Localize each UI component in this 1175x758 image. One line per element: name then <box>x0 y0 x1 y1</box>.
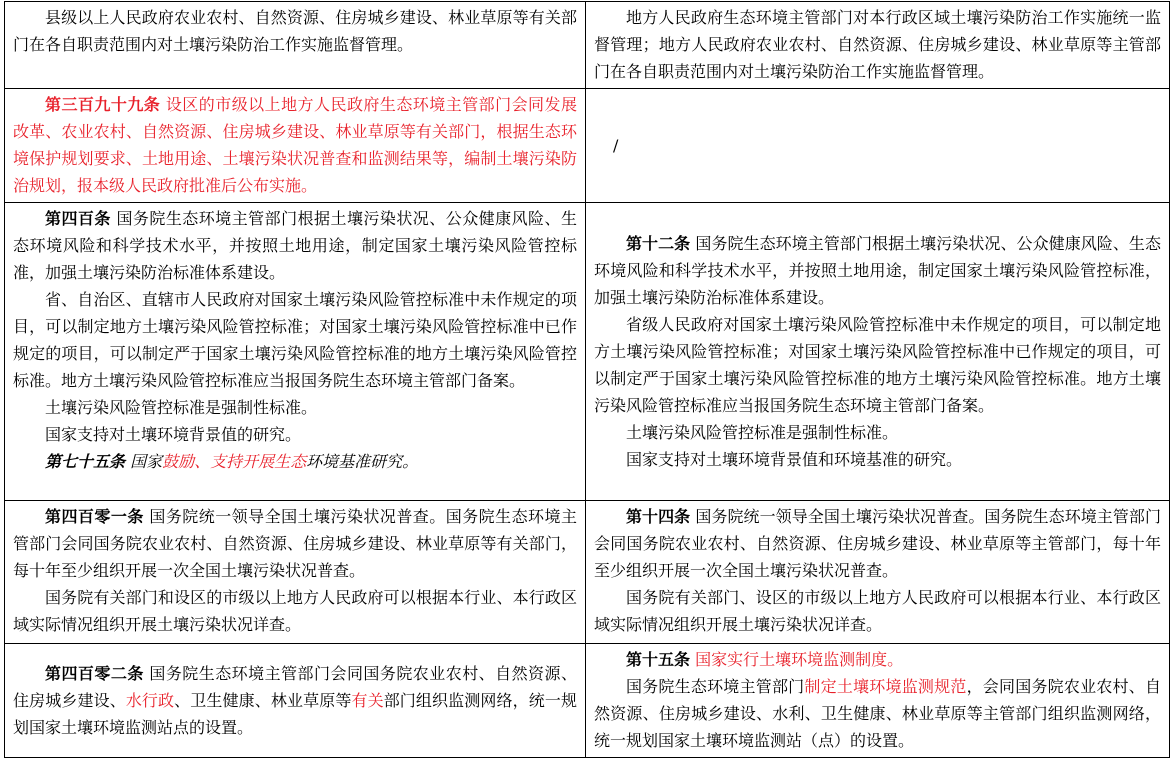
paragraph <box>594 230 1161 311</box>
article-number: 第三百九十九条 <box>45 95 161 114</box>
article-number: 第十四条 <box>626 507 691 526</box>
article-text: 国务院生态环境主管部门根据土壤污染状况、公众健康风险、生态环境风险和科学技术水平，并按照土地用途，制定国家土壤污染风险管控标准，加强土壤污染防治标准体系建设。 <box>594 233 1161 307</box>
table-row <box>5 2 1170 89</box>
paragraph: 国务院有关部门和设区的市级以上地方人民政府可以根据本行业、本行政区域实际情况组织开展土壤污染状况详查。 <box>13 588 577 634</box>
paragraph: 省、自治区、直辖市人民政府对国家土壤污染风险管控标准中未作规定的项目，可以制定地方土壤污染风险管控标准；对国家土壤污染风险管控标准中已作规定的项目，可以制定严于国家土壤污染风险管控标准的地方土壤污染风险管控标准。地方土壤污染风险管控标准应当报国务院生态环境主管部门备案。 <box>13 290 577 390</box>
empty-placeholder: / <box>613 135 619 155</box>
current-law-cell <box>586 2 1170 89</box>
article-number: 第四百零二条 <box>45 663 144 683</box>
current-law-cell <box>586 203 1170 501</box>
article-text: 国务院生态环境主管部门根据土壤污染状况、公众健康风险、生态环境风险和科学技术水平，并按照土地用途，制定国家土壤污染风险管控标准，加强土壤污染防治标准体系建设。 <box>13 209 577 282</box>
paragraph: 土壤污染风险管控标准是强制性标准。 <box>45 398 318 417</box>
paragraph: 省级人民政府对国家土壤污染风险管控标准中未作规定的项目，可以制定地方土壤污染风险管控标准；对国家土壤污染风险管控标准中已作规定的项目，可以制定严于国家土壤污染风险管控标准的地方土壤污染风险管控标准。地方土壤污染风险管控标准应当报国务院生态环境主管部门备案。 <box>594 314 1161 415</box>
paragraph: 国务院生态环境主管部门制定土壤环境监测规范，会同国务院农业农村、自然资源、住房城乡建设、水利、卫生健康、林业草原等主管部门组织监测网络，统一规划国家土壤环境监测站（点）的设置。 <box>594 677 1161 750</box>
highlighted-text: 有关 <box>351 690 384 710</box>
paragraph <box>594 503 1161 584</box>
highlighted-text: 制定土壤环境监测规范 <box>804 677 967 696</box>
table-row <box>5 89 1170 203</box>
law-comparison-table <box>4 1 1170 758</box>
current-law-cell <box>586 89 1170 203</box>
cross-reference-note: 第七十五条 国家鼓励、支持开展生态环境基准研究。 <box>45 452 419 471</box>
draft-cell <box>5 501 586 644</box>
draft-cell <box>5 2 586 89</box>
article-text: 国务院统一领导全国土壤污染状况普查。国务院生态环境主管部门会同国务院农业农村、自然资源、住房城乡建设、林业草原等有关部门，每十年至少组织开展一次全国土壤污染状况普查。 <box>13 507 577 580</box>
current-law-cell <box>586 501 1170 644</box>
draft-cell <box>5 89 586 203</box>
paragraph: 国务院有关部门、设区的市级以上地方人民政府可以根据本行业、本行政区域实际情况组织开展土壤污染状况详查。 <box>594 588 1161 634</box>
paragraph: 县级以上人民政府农业农村、自然资源、住房城乡建设、林业草原等有关部门在各自职责范围内对土壤污染防治工作实施监督管理。 <box>13 8 577 54</box>
table-row <box>5 644 1170 758</box>
current-law-cell <box>586 644 1170 758</box>
paragraph <box>13 205 577 286</box>
article-text: 设区的市级以上地方人民政府生态环境主管部门会同发展改革、农业农村、自然资源、住房城乡建设、林业草原等有关部门，根据生态环境保护规划要求、土地用途、土壤污染状况普查和监测结果等，编制土壤污染防治规划，报本级人民政府批准后公布实施。 <box>13 95 577 195</box>
highlighted-text: 鼓励、支持开展生态 <box>162 452 307 471</box>
highlighted-text: 水行政 <box>125 690 175 710</box>
paragraph: 国家支持对土壤环境背景值的研究。 <box>45 425 302 444</box>
paragraph <box>13 503 577 584</box>
article-text: 国务院统一领导全国土壤污染状况普查。国务院生态环境主管部门会同国务院农业农村、自然资源、住房城乡建设、林业草原等主管部门，每十年至少组织开展一次全国土壤污染状况普查。 <box>594 507 1161 580</box>
paragraph: 地方人民政府生态环境主管部门对本行政区域土壤污染防治工作实施统一监督管理；地方人民政府农业农村、自然资源、住房城乡建设、林业草原等主管部门在各自职责范围内对土壤污染防治工作实施监督管理。 <box>594 8 1161 81</box>
table-row <box>5 501 1170 644</box>
article-number: 第十五条 <box>626 650 691 669</box>
draft-cell <box>5 203 586 501</box>
draft-cell <box>5 644 586 758</box>
paragraph: 国家支持对土壤环境背景值和环境基准的研究。 <box>626 449 963 469</box>
paragraph <box>594 646 1161 673</box>
article-number: 第四百条 <box>45 209 111 228</box>
paragraph: 土壤污染风险管控标准是强制性标准。 <box>626 422 899 442</box>
highlighted-text: 国家实行土壤环境监测制度。 <box>695 650 904 669</box>
paragraph: 第四百零二条 国务院生态环境主管部门会同国务院农业农村、自然资源、住房城乡建设、水行政、卫生健康、林业草原等有关部门组织监测网络，统一规划国家土壤环境监测站点的设置。 <box>13 663 577 737</box>
paragraph <box>13 91 577 199</box>
article-number: 第七十五条 <box>45 452 126 471</box>
article-number: 第十二条 <box>626 233 691 253</box>
article-number: 第四百零一条 <box>45 507 144 526</box>
table-row <box>5 203 1170 501</box>
